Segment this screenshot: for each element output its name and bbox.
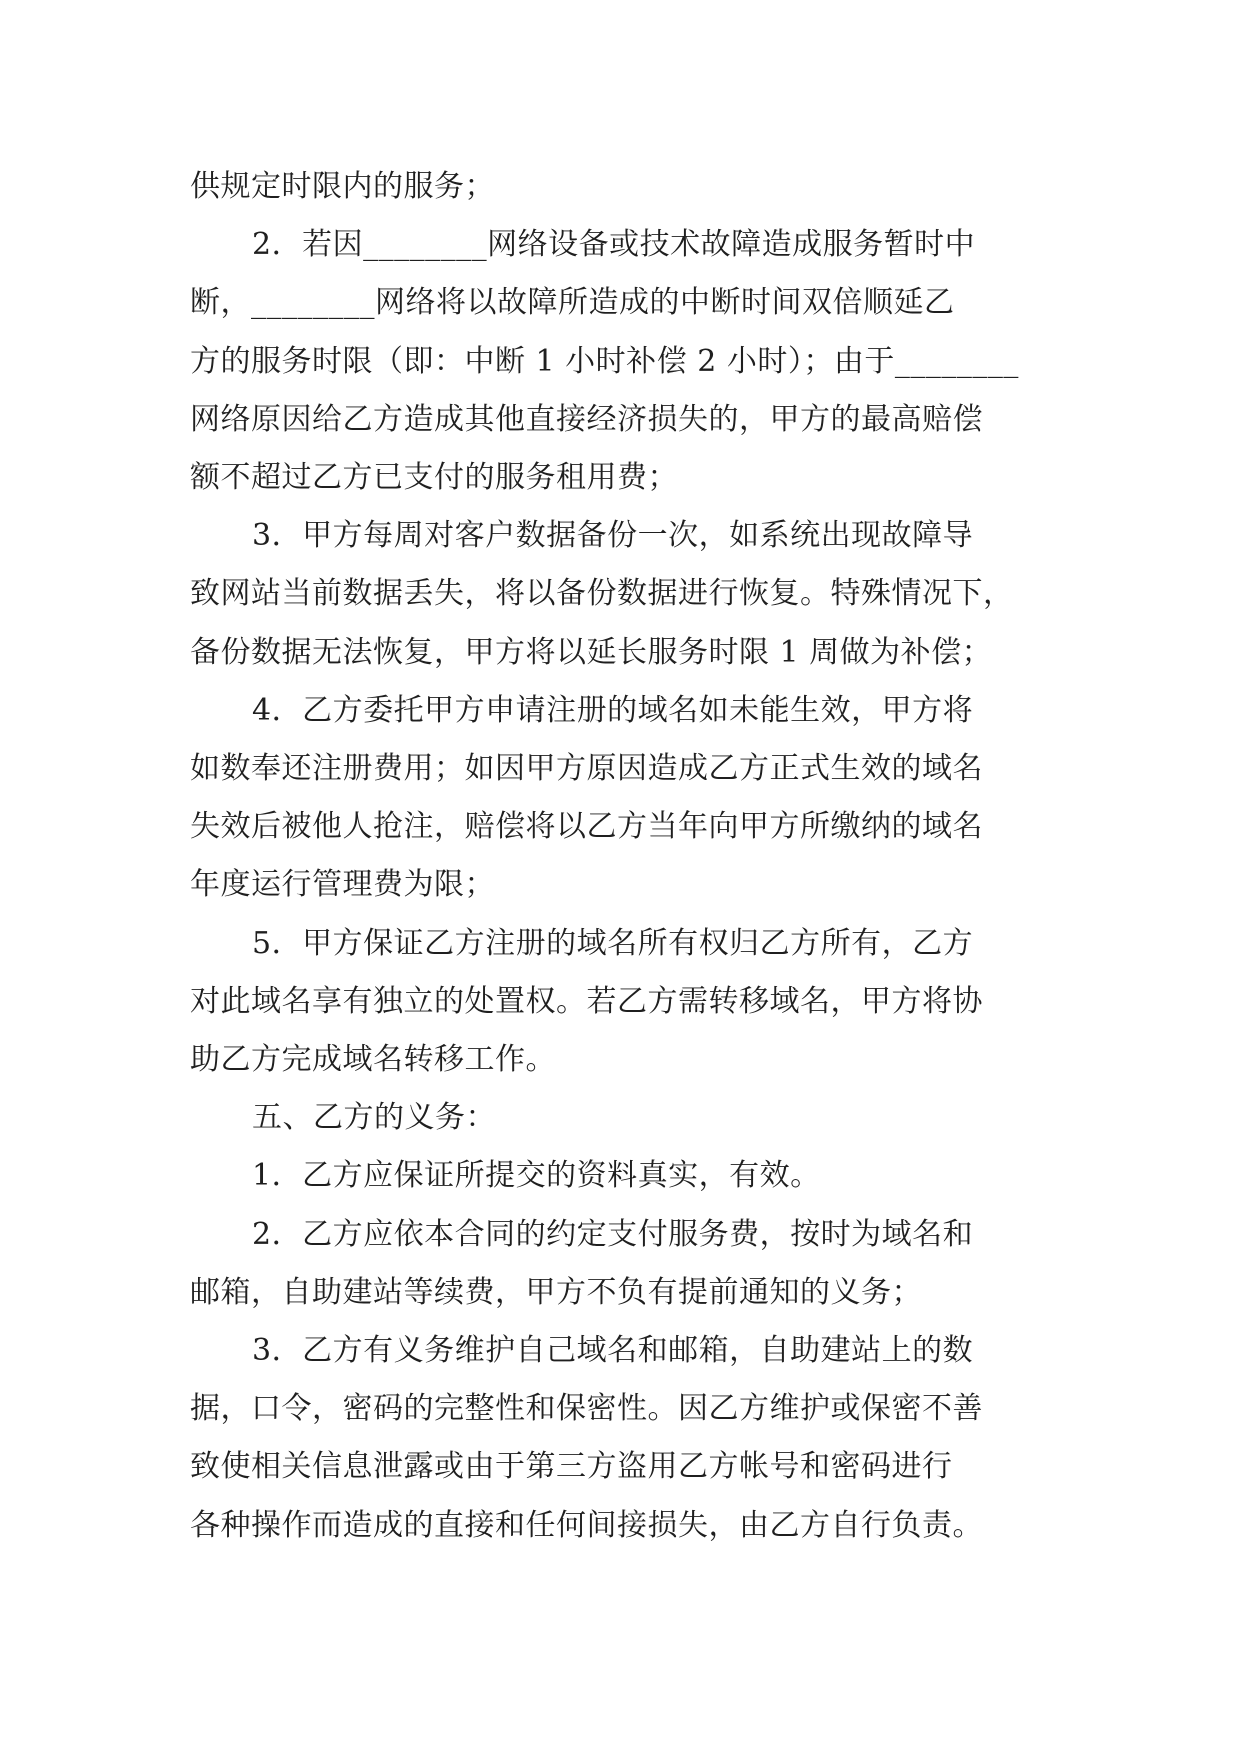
text-line: 对此域名享有独立的处置权。若乙方需转移域名，甲方将协 [190,983,983,1019]
text-line: 2．若因________网络设备或技术故障造成服务暂时中 [252,227,976,263]
text-line: 5．甲方保证乙方注册的域名所有权归乙方所有，乙方 [252,925,974,961]
text-line: 断，________网络将以故障所造成的中断时间双倍顺延乙 [190,285,955,321]
text-line: 邮箱，自助建站等续费，甲方不负有提前通知的义务； [190,1274,922,1310]
text-line: 网络原因给乙方造成其他直接经济损失的，甲方的最高赔偿 [190,401,983,437]
text-line: 据，口令，密码的完整性和保密性。因乙方维护或保密不善 [190,1391,983,1427]
text-line: 失效后被他人抢注，赔偿将以乙方当年向甲方所缴纳的域名 [190,809,983,845]
text-line: 额不超过乙方已支付的服务租用费； [190,460,678,496]
text-line: 年度运行管理费为限； [190,867,495,903]
text-line: 如数奉还注册费用；如因甲方原因造成乙方正式生效的域名 [190,751,983,787]
text-line: 1．乙方应保证所提交的资料真实，有效。 [252,1158,821,1194]
text-line: 致网站当前数据丢失，将以备份数据进行恢复。特殊情况下， [190,576,1014,612]
section-heading: 五、乙方的义务： [252,1100,496,1136]
document-body [190,158,1090,1555]
text-line: 备份数据无法恢复，甲方将以延长服务时限 1 周做为补偿； [190,634,993,670]
text-line: 各种操作而造成的直接和任何间接损失，由乙方自行负责。 [190,1507,983,1543]
text-line: 3．甲方每周对客户数据备份一次，如系统出现故障导 [252,518,974,554]
text-line: 致使相关信息泄露或由于第三方盗用乙方帐号和密码进行 [190,1449,953,1485]
text-line: 助乙方完成域名转移工作。 [190,1042,556,1078]
text-line: 3．乙方有义务维护自己域名和邮箱，自助建站上的数 [252,1333,974,1369]
text-line: 供规定时限内的服务； [190,169,495,204]
text-line: 4．乙方委托甲方申请注册的域名如未能生效，甲方将 [252,692,974,728]
text-line: 方的服务时限（即：中断 1 小时补偿 2 小时）；由于________ [190,343,1019,379]
text-line: 2．乙方应依本合同的约定支付服务费，按时为域名和 [252,1216,974,1252]
